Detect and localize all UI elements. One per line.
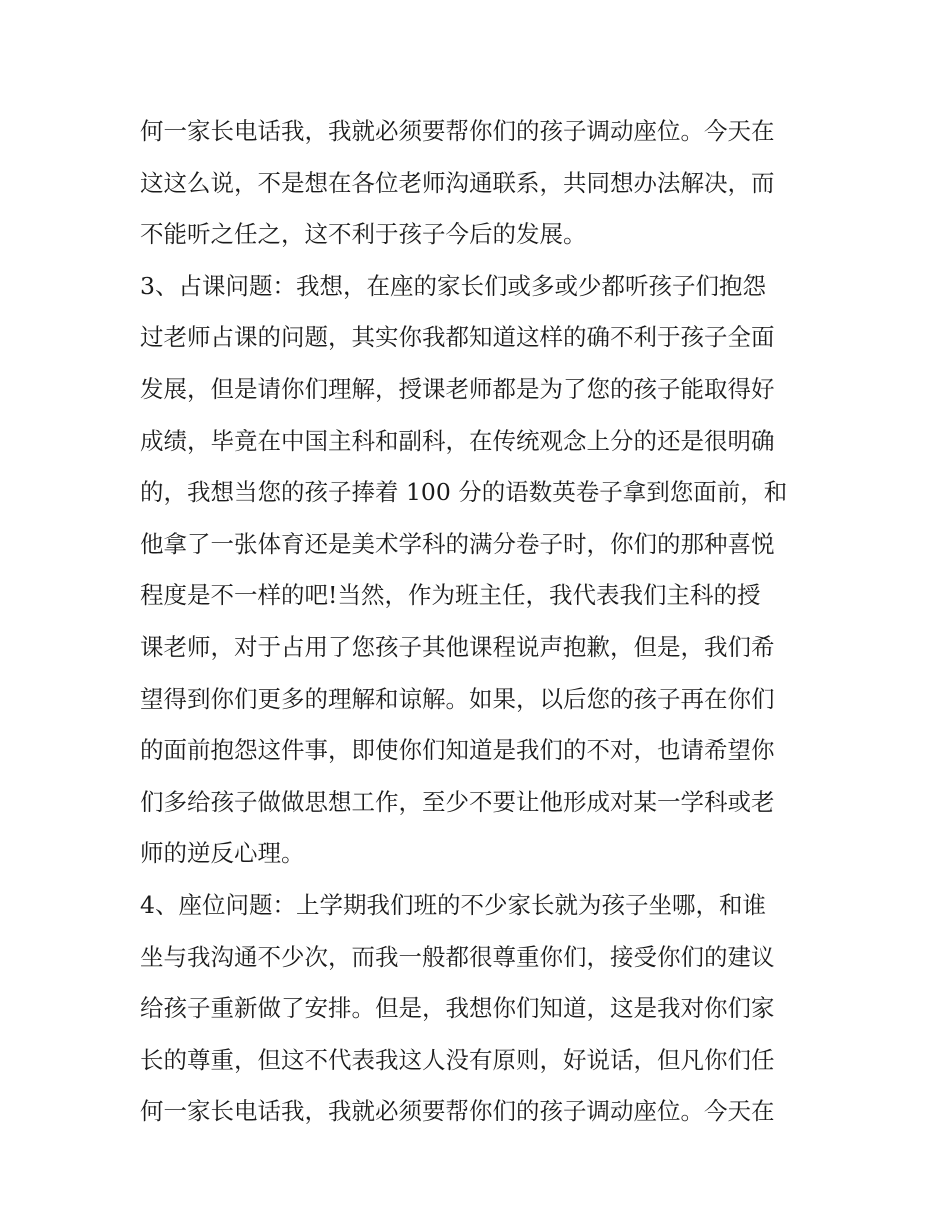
text-line: 望得到你们更多的理解和谅解。如果，以后您的孩子再在你们 [140,684,775,713]
text-line: 何一家长电话我，我就必须要帮你们的孩子调动座位。今天在 [140,117,775,145]
text-line: 3、占课问题：我想，在座的家长们或多或少都听孩子们抱怨 [140,271,766,300]
text-line: 给孩子重新做了安排。但是，我想你们知道，这是我对你们家 [140,994,775,1023]
text-line: 的，我想当您的孩子捧着 100 分的语数英卷子拿到您面前，和 [140,478,788,507]
text-line: 们多给孩子做做思想工作，至少不要让他形成对某一学科或老 [140,787,775,816]
text-line: 不能听之任之，这不利于孩子今后的发展。 [140,220,587,249]
text-line: 何一家长电话我，我就必须要帮你们的孩子调动座位。今天在 [140,1097,775,1126]
text-line: 坐与我沟通不少次，而我一般都很尊重你们，接受你们的建议 [140,942,775,971]
text-line: 的面前抱怨这件事，即使你们知道是我们的不对，也请希望你 [140,736,775,765]
text-line: 成绩，毕竟在中国主科和副科，在传统观念上分的还是很明确 [140,426,775,455]
text-line: 他拿了一张体育还是美术学科的满分卷子时，你们的那种喜悦 [140,529,775,558]
text-line: 发展，但是请你们理解，授课老师都是为了您的孩子能取得好 [140,374,775,403]
text-line: 课老师，对于占用了您孩子其他课程说声抱歉，但是，我们希 [140,632,775,661]
text-line: 程度是不一样的吧!当然，作为班主任，我代表我们主科的授 [140,581,761,610]
text-line: 这这么说，不是想在各位老师沟通联系，共同想办法解决，而 [140,168,775,197]
text-line: 长的尊重，但这不代表我这人没有原则，好说话，但凡你们任 [140,1045,775,1074]
text-line: 过老师占课的问题，其实你我都知道这样的确不利于孩子全面 [140,323,775,352]
text-line: 师的逆反心理。 [140,839,305,868]
text-line: 4、座位问题：上学期我们班的不少家长就为孩子坐哪，和谁 [140,890,766,919]
body-text [140,106,820,1138]
